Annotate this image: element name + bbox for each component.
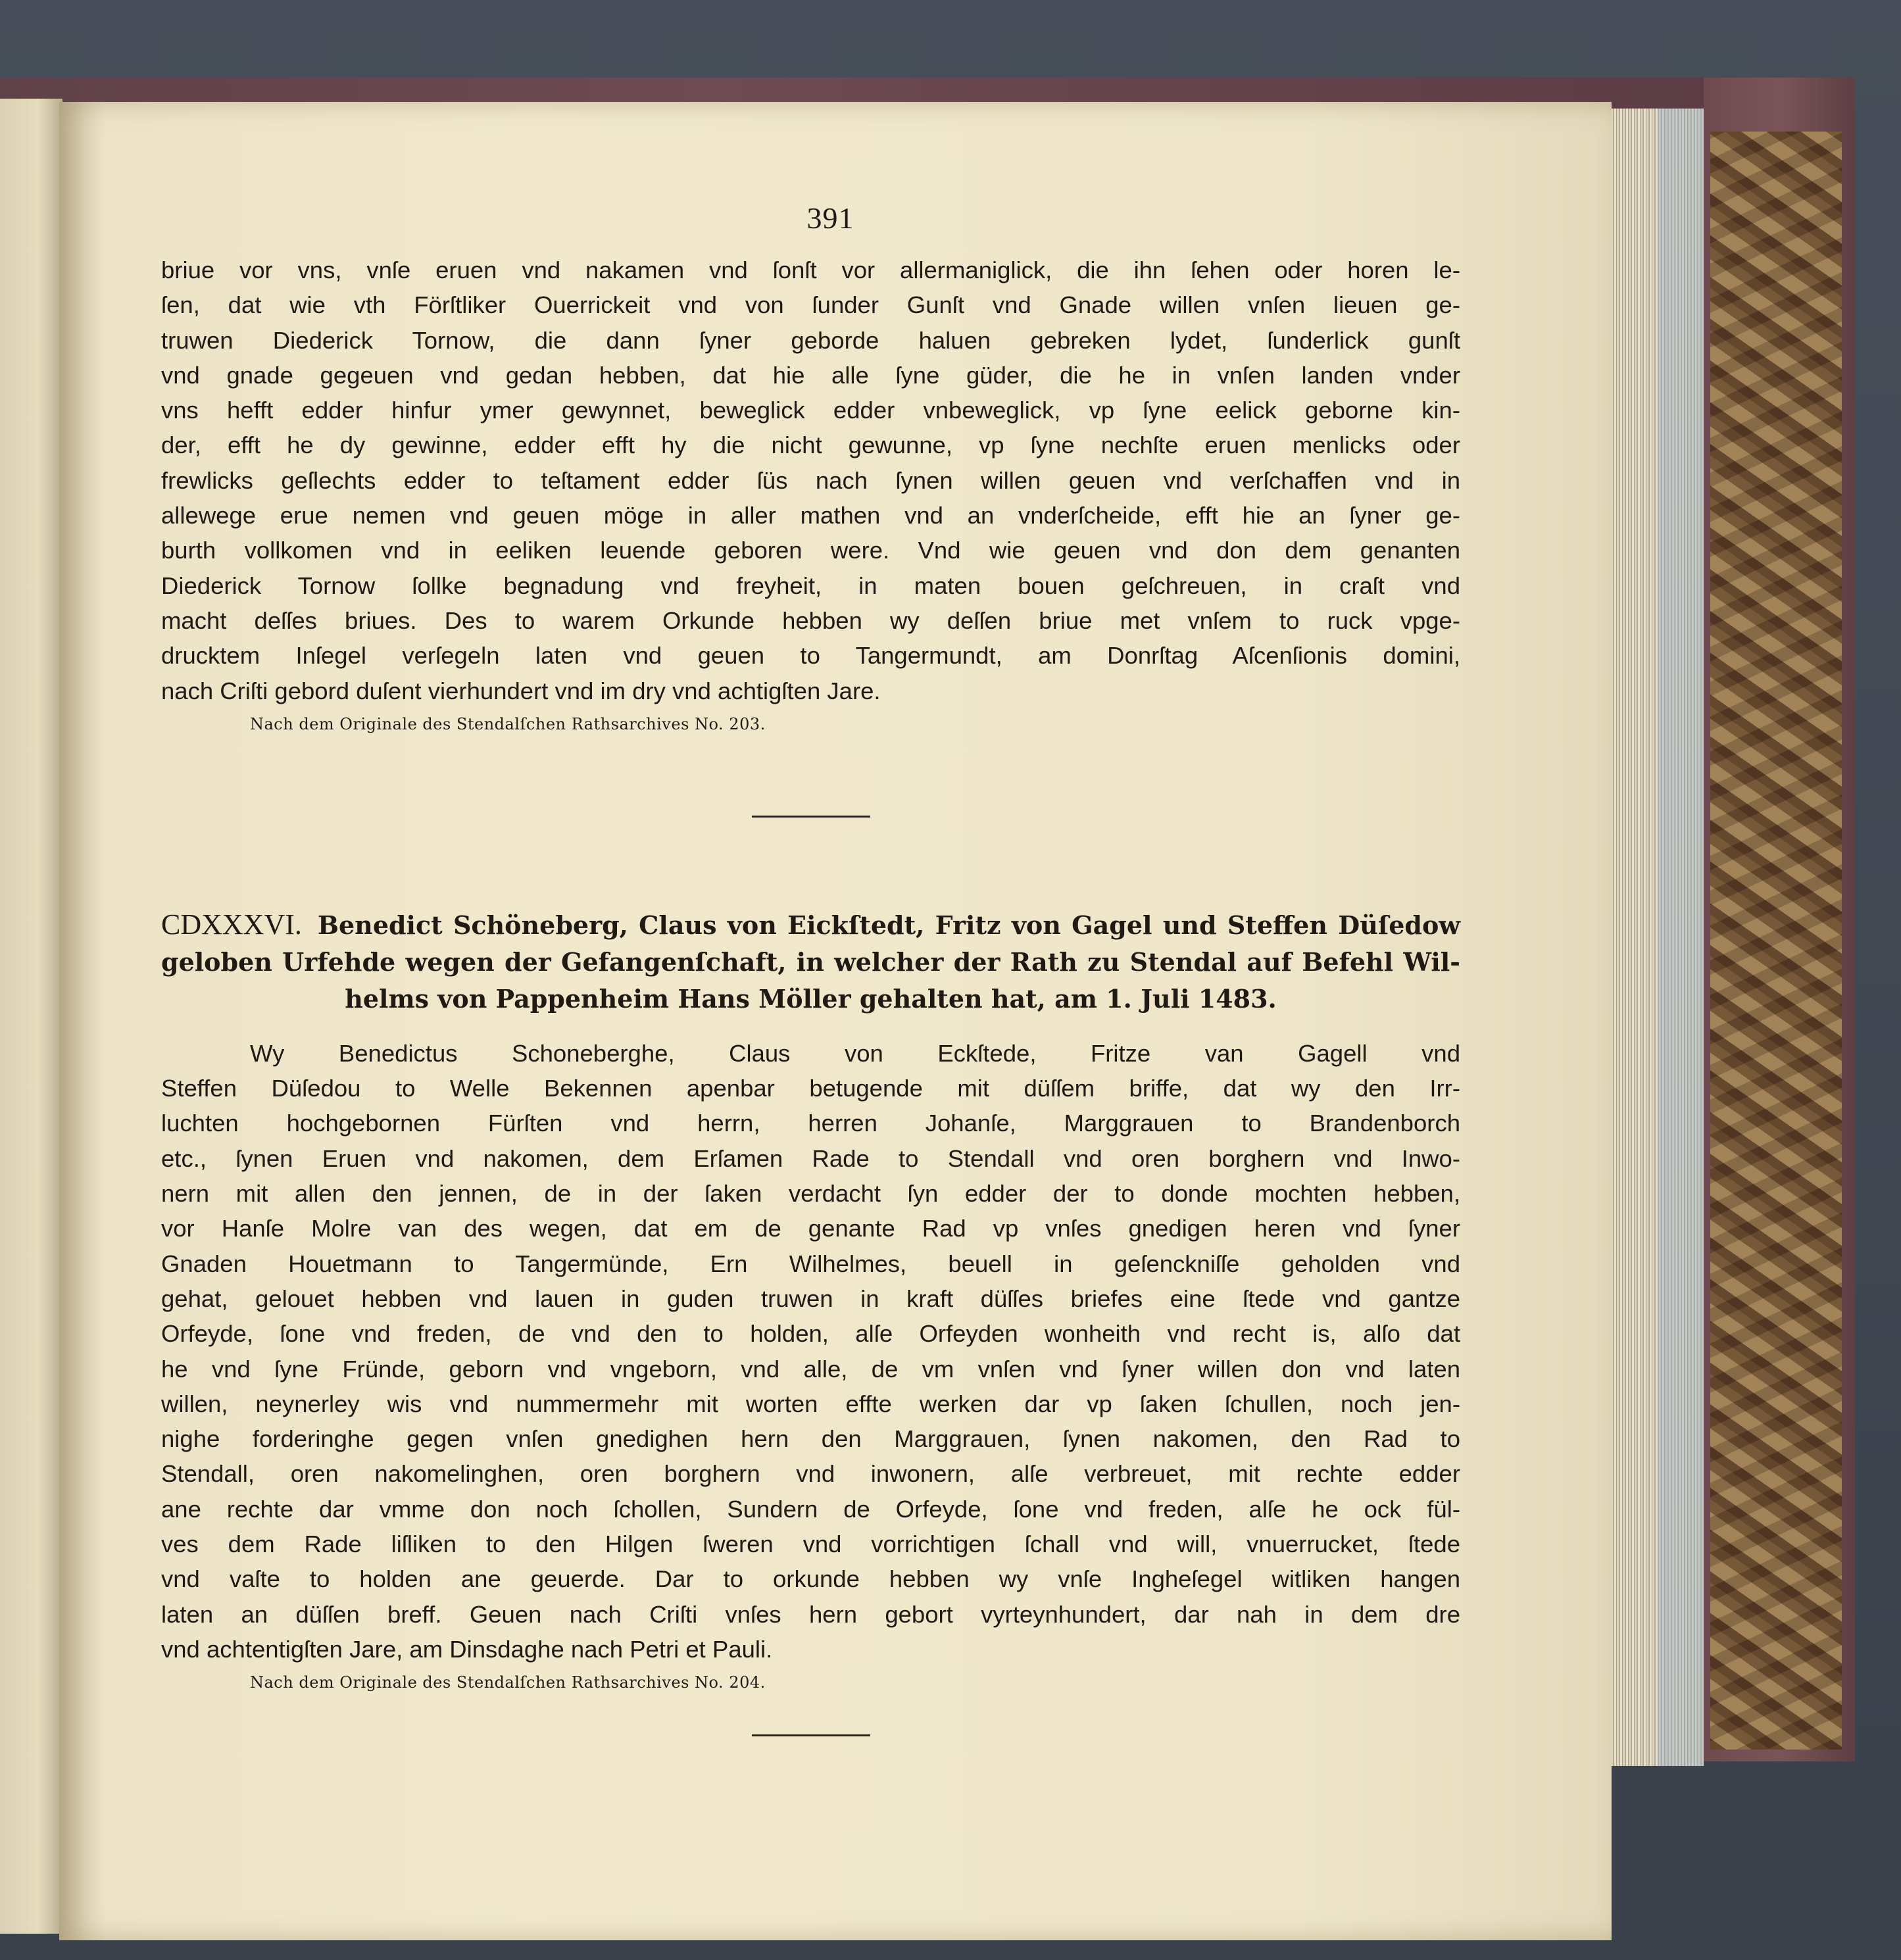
source-note-204: Nach dem Originale des Stendalſchen Rathsarchives No. 204. (250, 1673, 766, 1692)
text-line: Wy Benedictus Schoneberghe, Claus von Eckſtede, Fritze van Gagell vnd (250, 1039, 1460, 1067)
text-line: willen, neynerley wis vnd nummermehr mit worten effte werken dar vp ſaken ſchullen, noch jen- (161, 1390, 1460, 1417)
page-content (161, 201, 1460, 1736)
document-204-text (161, 1036, 1460, 1667)
heading-line-3: helms von Pappenheim Hans Möller gehalten hat, am 1. Juli 1483. (345, 983, 1277, 1014)
text-line: briue vor vns, vnſe eruen vnd nakamen vnd ſonſt vor allermaniglick, die ihn ſehen oder horen le- (161, 257, 1460, 283)
heading-line-1 (161, 906, 1460, 944)
text-line: etc., ſynen Eruen vnd nakomen, dem Erſamen Rade to Stendall vnd oren borghern vnd Inwo- (161, 1144, 1460, 1172)
text-line: allewege erue nemen vnd geuen möge in aller mathen vnd an vnderſcheide, efft hie an ſyner ge- (161, 502, 1460, 529)
text-line: gehat, gelouet hebben vnd lauen in guden truwen in kraft düſſes briefes eine ſtede vnd gantze (161, 1285, 1460, 1312)
text-line: vns hefft edder hinfur ymer gewynnet, beweglick edder vnbeweglick, vp ſyne eelick geborne kin- (161, 397, 1460, 424)
text-line: luchten hochgebornen Fürſten vnd herrn, herren Johanſe, Marggrauen to Brandenborch (161, 1110, 1460, 1137)
heading-line-2: geloben Urfehde wegen der Gefangenſchaft, in welcher der Rath zu Stendal auf Befehl Wil- (161, 946, 1460, 977)
section-divider-bottom (752, 1734, 870, 1736)
document-203-text (161, 253, 1460, 708)
text-line: truwen Diederick Tornow, die dann ſyner geborde haluen gebreken lydet, ſunderlick gunſt (161, 326, 1460, 354)
source-note-203: Nach dem Originale des Stendalſchen Rathsarchives No. 203. (250, 714, 766, 733)
document-number: CDXXXVI. (161, 908, 302, 941)
text-line: vnd achtentigſten Jare, am Dinsdaghe nach Petri et Pauli. (161, 1635, 773, 1663)
heading-text: Benedict Schöneberg, Claus von Eickſtedt, Fritz von Gagel und Steffen Düſedow (317, 910, 1460, 940)
text-line: Stendall, oren nakomelinghen, oren borghern vnd inwonern, alſe verbreuet, mit rechte edder (161, 1460, 1460, 1488)
page-number: 391 (806, 201, 854, 235)
text-line: Gnaden Houetmann to Tangermünde, Ern Wilhelmes, beuell in geſenckniſſe geholden vnd (161, 1250, 1460, 1277)
text-line: ves dem Rade liſliken to den Hilgen ſweren vnd vorrichtigen ſchall vnd will, vnuerrucket, ſtede (161, 1531, 1460, 1558)
text-line: vnd vaſte to holden ane geuerde. Dar to orkunde hebben wy vnſe Ingheſegel witliken hangen (161, 1565, 1460, 1593)
document-204-heading (161, 906, 1460, 1017)
text-line: ſen, dat wie vth Förſtliker Ouerrickeit vnd von ſunder Gunſt vnd Gnade willen vnſen lieuen ge- (161, 291, 1460, 319)
book-page (59, 102, 1612, 1940)
text-line: burth vollkomen vnd in eeliken leuende geboren were. Vnd wie geuen vnd don dem genanten (161, 537, 1460, 564)
text-line: frewlicks geſlechts edder to teſtament edder ſüs nach ſynen willen geuen vnd verſchaffen vnd in (161, 466, 1460, 494)
section-divider (752, 816, 870, 818)
marbled-endpaper (1710, 132, 1842, 1750)
text-line: laten an düſſen breff. Geuen nach Criſti vnſes hern gebort vyrteynhundert, dar nah in dem dre (161, 1600, 1460, 1628)
text-line: drucktem Inſegel verſegeln laten vnd geuen to Tangermundt, am Donrſtag Aſcenſionis domini, (161, 642, 1460, 670)
text-line: Steffen Düſedou to Welle Bekennen apenbar betugende mit düſſem briffe, dat wy den Irr- (161, 1075, 1460, 1102)
text-line: vnd gnade gegeuen vnd gedan hebben, dat hie alle ſyne güder, die he in vnſen landen vnder (161, 361, 1460, 389)
text-line: nighe forderinghe gegen vnſen gnedighen hern den Marggrauen, ſynen nakomen, den Rad to (161, 1425, 1460, 1453)
text-line: Orfeyde, ſone vnd freden, de vnd den to holden, alſe Orfeyden wonheith vnd recht is, alſo dat (161, 1320, 1460, 1348)
text-line: der, efft he dy gewinne, edder efft hy die nicht gewunne, vp ſyne nechſte eruen menlicks oder (161, 431, 1460, 459)
text-line: vor Hanſe Molre van des wegen, dat em de genante Rad vp vnſes gnedigen heren vnd ſyner (161, 1215, 1460, 1242)
text-line: ane rechte dar vmme don noch ſchollen, Sundern de Orfeyde, ſone vnd freden, alſe he ock fül- (161, 1495, 1460, 1523)
text-line: Diederick Tornow ſollke begnadung vnd freyheit, in maten bouen geſchreuen, in craſt vnd (161, 572, 1460, 599)
text-line: nern mit allen den jennen, de in der ſaken verdacht ſyn edder der to donde mochten hebben, (161, 1180, 1460, 1208)
text-line: macht deſſes briues. Des to warem Orkunde hebben wy deſſen briue met vnſem to ruck vpge- (161, 606, 1460, 634)
text-line: nach Criſti gebord duſent vierhundert vnd im dry vnd achtigſten Jare. (161, 677, 881, 704)
facing-page-edge (0, 99, 62, 1934)
text-line: he vnd ſyne Fründe, geborn vnd vngeborn, vnd alle, de vm vnſen vnd ſyner willen don vnd laten (161, 1355, 1460, 1383)
page-stack-shade (1658, 109, 1704, 1766)
